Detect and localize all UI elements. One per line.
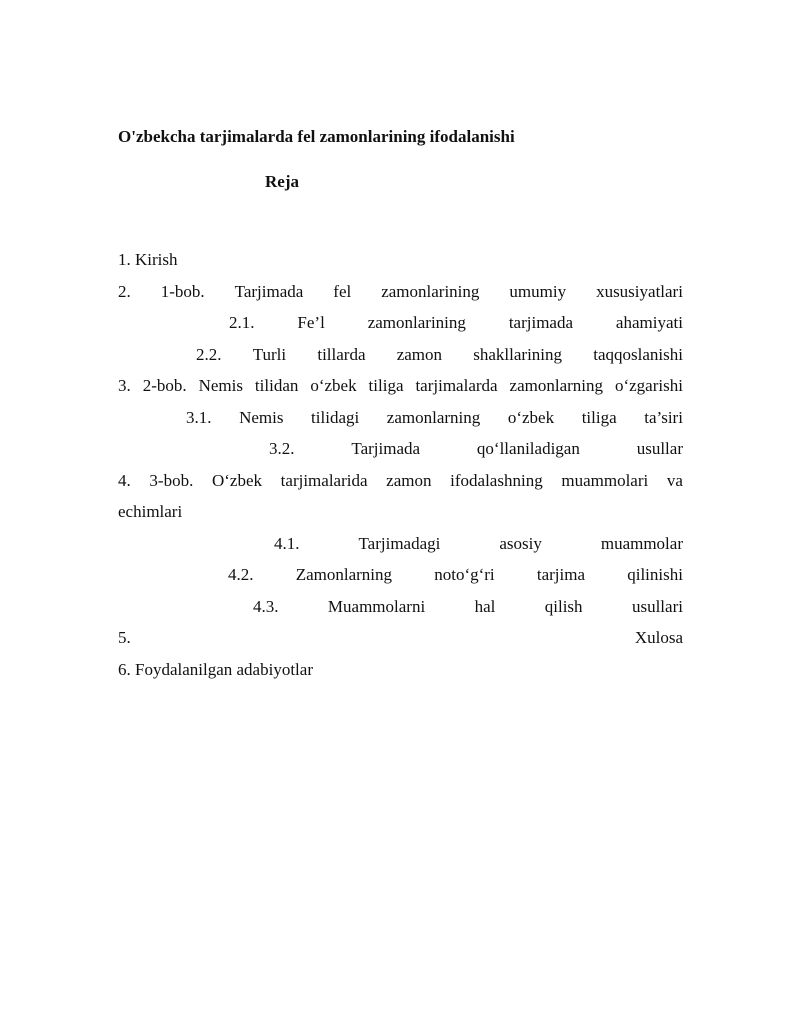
toc-word: 4.3. (253, 596, 279, 616)
toc-word: usullari (631, 596, 683, 616)
document-title: O'zbekcha tarjimalarda fel zamonlarining ifodalanishi (118, 127, 515, 146)
toc-word: xususiyatlari (596, 281, 683, 301)
toc-word: tilidagi (311, 407, 360, 427)
toc-word: Muammolarni (327, 596, 426, 616)
toc-word: zamon (386, 470, 432, 490)
toc-line (118, 654, 683, 686)
toc-word: umumiy (509, 281, 567, 301)
toc-word: tilidan (254, 376, 299, 395)
toc-word: ifodalashning (450, 470, 543, 490)
toc-word: 3. (118, 376, 131, 395)
toc-word: tillarda (317, 344, 366, 364)
toc-word: ahamiyati (615, 313, 683, 332)
toc-word: fel (333, 281, 352, 301)
toc-word: muammolari (561, 470, 649, 490)
toc-line (118, 339, 683, 371)
toc-word: Turli (252, 344, 287, 364)
toc-word: zamon (396, 344, 443, 364)
toc-line (118, 307, 683, 339)
toc-line (118, 496, 683, 528)
toc-word: o‘zbek (310, 376, 357, 395)
plan-heading: Reja (265, 172, 299, 191)
toc-word: O‘zbek (211, 470, 263, 490)
toc-word: echimlari (118, 502, 183, 521)
toc-word: tiliga (581, 407, 617, 427)
toc-line (118, 528, 683, 560)
toc-word: zamonlarning (509, 376, 603, 395)
toc-word: 2. (118, 281, 131, 301)
toc-word: 1. Kirish (118, 250, 178, 269)
toc-word: noto‘g‘ri (434, 565, 495, 584)
toc-word: 1-bob. (160, 281, 205, 301)
toc-word: o‘zbek (507, 407, 555, 427)
toc-word: 3.1. (186, 407, 212, 427)
toc-word: 5. (118, 628, 131, 647)
toc-word: ta’siri (644, 407, 683, 427)
toc-word: tiliga (368, 376, 404, 395)
toc-word: Fe’l (297, 313, 325, 332)
toc-line (118, 591, 683, 623)
toc-word: qo‘llaniladigan (476, 439, 580, 458)
toc-line (118, 465, 683, 497)
toc-word: Nemis (239, 407, 284, 427)
toc-word: va (666, 470, 683, 490)
toc-word: Nemis (198, 376, 243, 395)
toc-line (118, 276, 683, 308)
toc-word: tarjimalarida (280, 470, 368, 490)
toc-word: 4. (118, 470, 131, 490)
toc-line (118, 559, 683, 591)
toc-word: 3.2. (269, 439, 295, 458)
toc-line (118, 622, 683, 654)
toc-word: muammolar (600, 533, 683, 553)
toc-word: asosiy (499, 533, 542, 553)
toc-word: 2.2. (196, 344, 222, 364)
toc-word: Zamonlarning (295, 565, 393, 584)
toc-word: 4.2. (228, 565, 254, 584)
toc-word: zamonlarining (381, 281, 480, 301)
toc-word: zamonlarining (367, 313, 466, 332)
toc-word: shakllarining (473, 344, 563, 364)
toc-word: taqqoslanishi (593, 344, 683, 364)
toc-word: tarjima (536, 565, 586, 584)
toc-word: tarjimada (508, 313, 574, 332)
toc-line (118, 370, 683, 402)
toc-word: 4.1. (274, 533, 300, 553)
toc-word: Tarjimada (351, 439, 421, 458)
toc-word: 3-bob. (149, 470, 194, 490)
toc-word: Tarjimadagi (358, 533, 441, 553)
toc-word: o‘zgarishi (614, 376, 683, 395)
toc-line (118, 244, 683, 276)
toc-word: 2.1. (229, 313, 255, 332)
toc-word: hal (474, 596, 496, 616)
toc-word: Tarjimada (234, 281, 304, 301)
toc-word: 2-bob. (142, 376, 187, 395)
toc-word: 6. Foydalanilgan adabiyotlar (118, 659, 313, 679)
toc-line (118, 402, 683, 434)
table-of-contents (118, 244, 683, 685)
toc-word: Xulosa (634, 628, 683, 647)
toc-word: zamonlarning (386, 407, 481, 427)
toc-word: usullar (636, 439, 683, 458)
toc-word: qilinishi (627, 565, 683, 584)
toc-word: tarjimalarda (415, 376, 498, 395)
toc-line (118, 433, 683, 465)
toc-word: qilish (544, 596, 583, 616)
